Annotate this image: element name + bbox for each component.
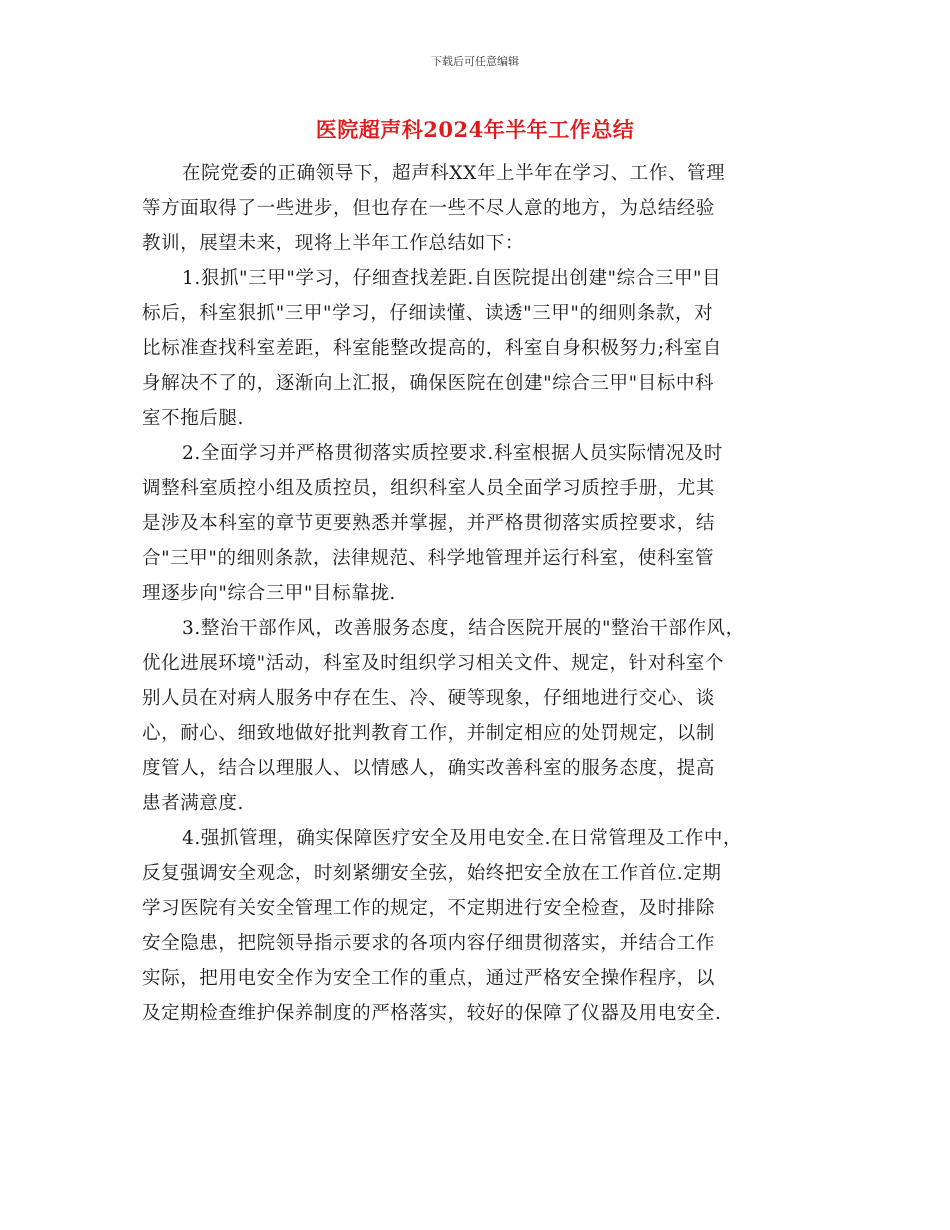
text-line: 患者满意度. (142, 793, 244, 814)
text-line: 身解决不了的，逐渐向上汇报，确保医院在创建"综合三甲"目标中科 (142, 373, 715, 394)
text-line: 2.全面学习并严格贯彻落实质控要求.科室根据人员实际情况及时 (182, 443, 724, 464)
header-note: 下载后可任意编辑 (431, 55, 519, 68)
text-line: 4.强抓管理，确实保障医疗安全及用电安全.在日常管理及工作中， (182, 828, 743, 849)
text-line: 3.整治干部作风，改善服务态度，结合医院开展的"整治干部作风， (182, 618, 745, 639)
text-line: 安全隐患，把院领导指示要求的各项内容仔细贯彻落实，并结合工作 (142, 933, 716, 954)
text-line: 反复强调安全观念，时刻紧绷安全弦，始终把安全放在工作首位.定期 (142, 863, 722, 884)
text-line: 1.狠抓"三甲"学习，仔细查找差距.自医院提出创建"综合三甲"目 (182, 268, 722, 289)
text-line: 调整科室质控小组及质控员，组织科室人员全面学习质控手册，尤其 (142, 478, 716, 499)
text-line: 标后，科室狠抓"三甲"学习，仔细读懂、读透"三甲"的细则条款，对 (142, 303, 714, 324)
text-line: 在院党委的正确领导下，超声科XX年上半年在学习、工作、管理 (182, 163, 726, 184)
text-line: 优化进展环境"活动，科室及时组织学习相关文件、规定，针对科室个 (142, 653, 725, 674)
text-line: 实际，把用电安全作为安全工作的重点，通过严格安全操作程序，以 (142, 968, 716, 989)
text-line: 别人员在对病人服务中存在生、冷、硬等现象，仔细地进行交心、谈 (142, 688, 716, 709)
document-body (142, 156, 810, 1031)
document-title: 医院超声科2024年半年工作总结 (315, 117, 635, 142)
text-line: 心，耐心、细致地做好批判教育工作，并制定相应的处罚规定，以制 (142, 723, 716, 744)
text-line: 度管人，结合以理服人、以情感人，确实改善科室的服务态度，提高 (142, 758, 716, 779)
text-line: 合"三甲"的细则条款，法律规范、科学地管理并运行科室，使科室管 (142, 548, 715, 569)
text-line: 理逐步向"综合三甲"目标靠拢. (142, 583, 396, 604)
text-line: 学习医院有关安全管理工作的规定，不定期进行安全检查，及时排除 (142, 898, 716, 919)
text-line: 是涉及本科室的章节更要熟悉并掌握，并严格贯彻落实质控要求，结 (142, 513, 716, 534)
text-line: 等方面取得了一些进步，但也存在一些不尽人意的地方，为总结经验 (142, 198, 716, 219)
text-line: 教训，展望未来，现将上半年工作总结如下： (142, 233, 525, 254)
text-line: 比标准查找科室差距，科室能整改提高的，科室自身积极努力;科室自 (142, 338, 722, 359)
text-line: 及定期检查维护保养制度的严格落实，较好的保障了仪器及用电安全. (142, 1003, 722, 1024)
text-line: 室不拖后腿. (142, 408, 244, 429)
